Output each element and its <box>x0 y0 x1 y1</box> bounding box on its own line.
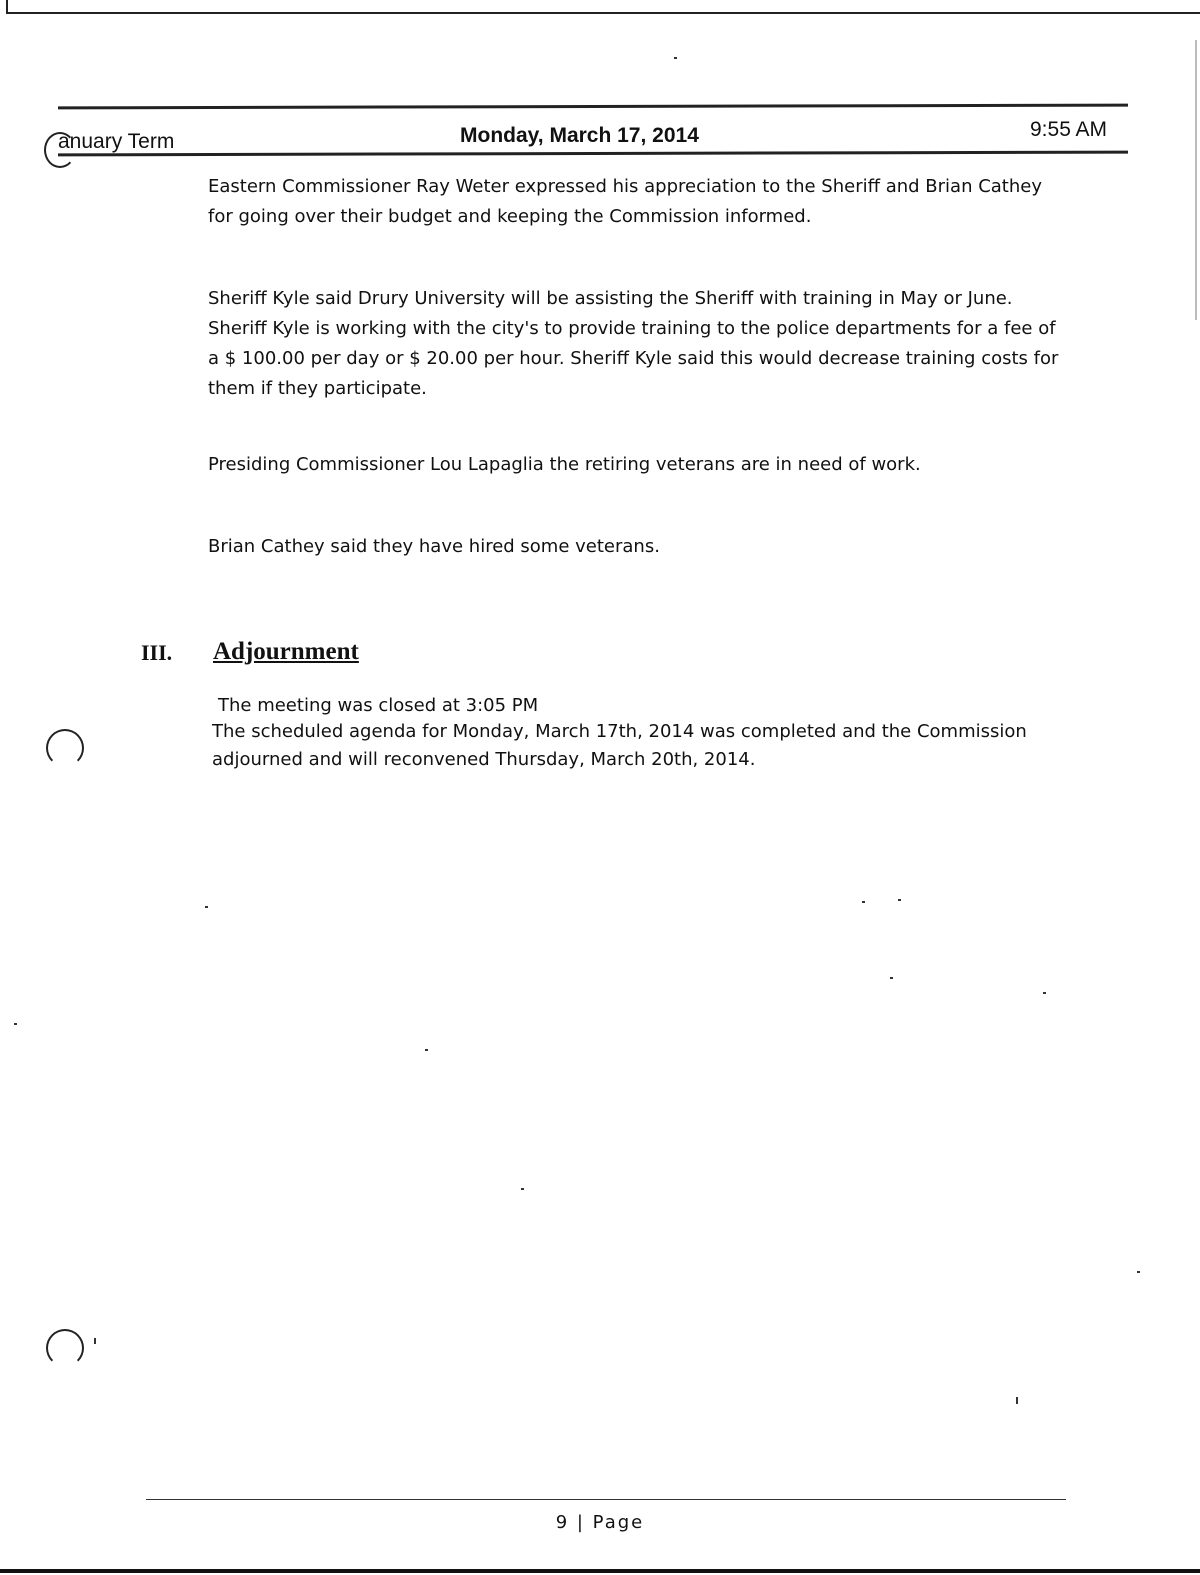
header-rule-bottom <box>58 151 1128 157</box>
section-number: III. <box>141 640 173 665</box>
paragraph-veterans: Presiding Commissioner Lou Lapaglia the retiring veterans are in need of work. <box>208 454 921 475</box>
section-title: Adjournment <box>213 638 359 665</box>
header-term: anuary Term <box>58 130 175 153</box>
scan-edge-right <box>1195 40 1197 320</box>
header-rule-top <box>58 104 1128 110</box>
punch-hole-icon <box>46 1329 84 1367</box>
paragraph-sheriff-training: Sheriff Kyle said Drury University will be assisting the Sheriff with training in May or June. Sheriff Kyle is working with the city's to provide training to the police departments for a fee of a $ 100.00 per day or $ 20.00 per hour. Sheriff Kyle said this would decrease training costs for them if they participate. <box>208 288 1059 399</box>
adjournment-note: The scheduled agenda for Monday, March 17th, 2014 was completed and the Commission adjourned and will reconvened Thursday, March 20th, 2014. <box>212 721 1027 770</box>
header-time: 9:55 AM <box>1030 118 1108 141</box>
scan-speck <box>14 1023 17 1025</box>
scan-speck <box>94 1338 96 1344</box>
scan-edge-bottom <box>0 1569 1200 1573</box>
paragraph-hired: Brian Cathey said they have hired some veterans. <box>208 536 660 557</box>
scan-speck <box>1043 992 1046 994</box>
page-number: 9 | Page <box>555 1512 645 1533</box>
footer-rule <box>146 1499 1066 1500</box>
scan-border <box>6 0 1200 14</box>
scan-speck <box>205 906 208 908</box>
punch-hole-icon <box>46 729 84 767</box>
paragraph-weter: Eastern Commissioner Ray Weter expressed his appreciation to the Sheriff and Brian Cathey for going over their budget and keeping the Commission informed. <box>208 176 1043 227</box>
adjournment-time: The meeting was closed at 3:05 PM <box>218 695 539 716</box>
scan-speck <box>898 899 901 901</box>
scan-speck <box>890 977 893 979</box>
header-date: Monday, March 17, 2014 <box>460 124 699 147</box>
scan-speck <box>862 901 865 903</box>
scan-speck <box>1016 1397 1018 1404</box>
scan-speck <box>674 57 677 59</box>
scan-speck <box>1137 1271 1140 1273</box>
scan-speck <box>521 1188 524 1190</box>
scan-speck <box>425 1049 428 1051</box>
